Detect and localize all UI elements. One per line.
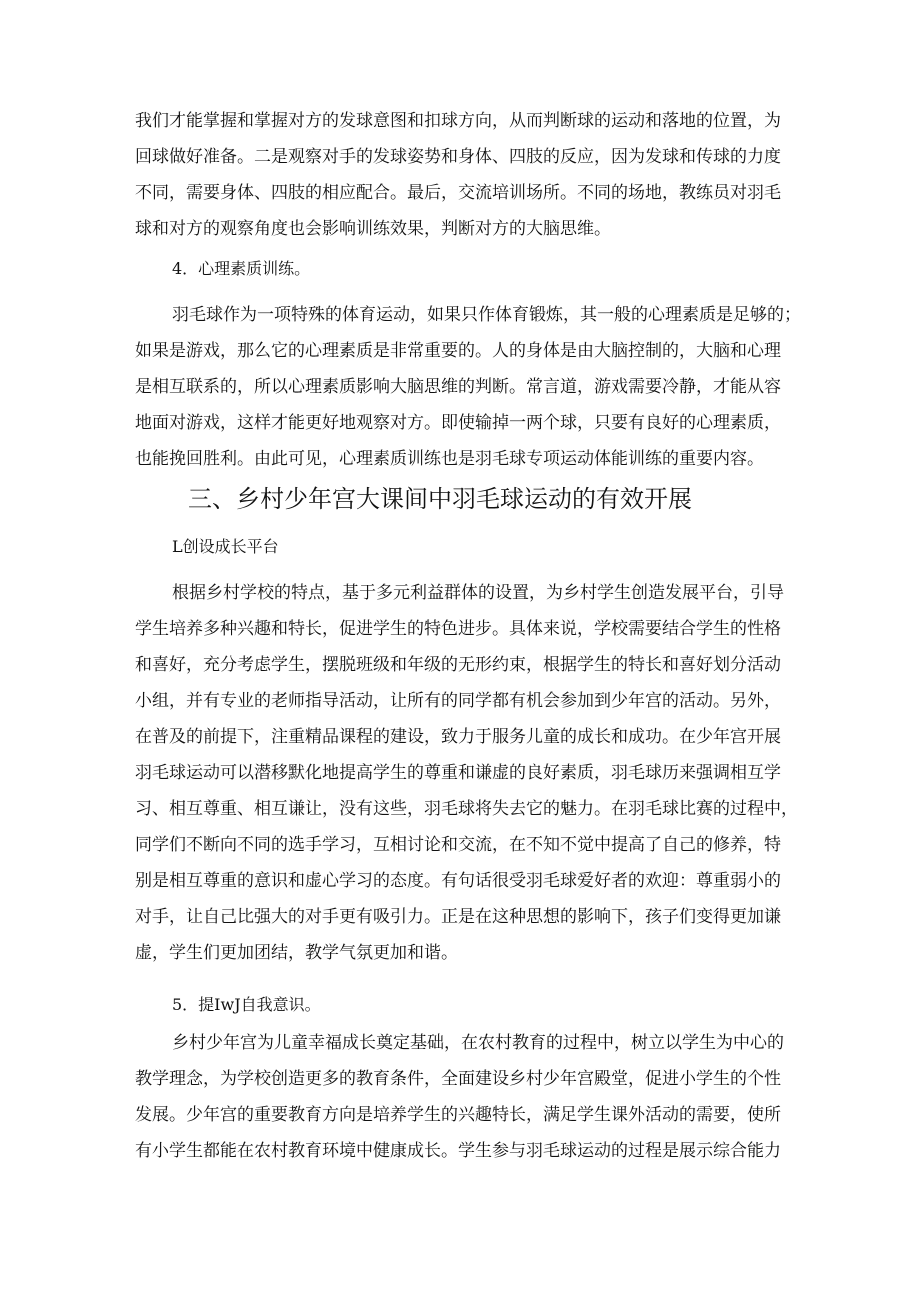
paragraph-3-line: 对手，让自己比强大的对手更有吸引力。正是在这种思想的影响下，孩子们变得更加谦 bbox=[135, 907, 781, 927]
paragraph-1-line: 球和对方的观察角度也会影响训练效果，判断对方的大脑思维。 bbox=[135, 219, 611, 239]
paragraph-4-line: 发展。少年宫的重要教育方向是培养学生的兴趣特长，满足学生课外活动的需要，使所 bbox=[135, 1105, 781, 1125]
paragraph-3-line: 在普及的前提下，注重精品课程的建设，致力于服务儿童的成长和成功。在少年宫开展 bbox=[135, 727, 781, 747]
paragraph-2-line: 如果是游戏，那么它的心理素质是非常重要的。人的身体是由大脑控制的，大脑和心理 bbox=[135, 341, 781, 361]
paragraph-3-line: 小组，并有专业的老师指导活动，让所有的同学都有机会参加到少年宫的活动。另外， bbox=[135, 691, 781, 711]
paragraph-3-line: 羽毛球运动可以潜移默化地提高学生的尊重和谦虚的良好素质，羽毛球历来强调相互学 bbox=[135, 763, 781, 783]
list-item-heading: 5．提IwJ自我意识。 bbox=[172, 995, 321, 1014]
list-item-heading: 4．心理素质训练。 bbox=[172, 259, 311, 278]
section-heading: 三、乡村少年宫大课间中羽毛球运动的有效开展 bbox=[188, 485, 692, 513]
list-item-heading: L创设成长平台 bbox=[172, 537, 279, 556]
paragraph-1-line: 回球做好准备。二是观察对手的发球姿势和身体、四肢的反应，因为发球和传球的力度 bbox=[135, 147, 781, 167]
paragraph-3-line: 和喜好，充分考虑学生，摆脱班级和年级的无形约束，根据学生的特长和喜好划分活动 bbox=[135, 655, 781, 675]
paragraph-2-line: 羽毛球作为一项特殊的体育运动，如果只作体育锻炼，其一般的心理素质是足够的； bbox=[172, 305, 801, 325]
paragraph-2-line: 是相互联系的，所以心理素质影响大脑思维的判断。常言道，游戏需要冷静，才能从容 bbox=[135, 377, 781, 397]
paragraph-3-line: 别是相互尊重的意识和虚心学习的态度。有句话很受羽毛球爱好者的欢迎：尊重弱小的 bbox=[135, 871, 781, 891]
paragraph-3-line: 习、相互尊重、相互谦让，没有这些，羽毛球将失去它的魅力。在羽毛球比赛的过程中， bbox=[135, 799, 798, 819]
paragraph-1-line: 我们才能掌握和掌握对方的发球意图和扣球方向，从而判断球的运动和落地的位置，为 bbox=[135, 111, 781, 131]
paragraph-3-line: 根据乡村学校的特点，基于多元利益群体的设置，为乡村学生创造发展平台，引导 bbox=[172, 583, 784, 603]
paragraph-3-line: 学生培养多种兴趣和特长，促进学生的特色进步。具体来说，学校需要结合学生的性格 bbox=[135, 619, 781, 639]
paragraph-4-line: 有小学生都能在农村教育环境中健康成长。学生参与羽毛球运动的过程是展示综合能力 bbox=[135, 1141, 781, 1161]
paragraph-2-line: 地面对游戏，这样才能更好地观察对方。即使输掉一两个球，只要有良好的心理素质， bbox=[135, 413, 781, 433]
paragraph-3-line: 同学们不断向不同的选手学习，互相讨论和交流，在不知不觉中提高了自己的修养，特 bbox=[135, 835, 781, 855]
paragraph-3-line: 虚，学生们更加团结，教学气氛更加和谐。 bbox=[135, 943, 458, 963]
paragraph-2-line: 也能挽回胜利。由此可见，心理素质训练也是羽毛球专项运动体能训练的重要内容。 bbox=[135, 449, 764, 469]
paragraph-4-line: 乡村少年宫为儿童幸福成长奠定基础，在农村教育的过程中，树立以学生为中心的 bbox=[172, 1033, 784, 1053]
paragraph-4-line: 教学理念，为学校创造更多的教育条件，全面建设乡村少年宫殿堂，促进小学生的个性 bbox=[135, 1069, 781, 1089]
paragraph-1-line: 不同，需要身体、四肢的相应配合。最后，交流培训场所。不同的场地，教练员对羽毛 bbox=[135, 183, 781, 203]
